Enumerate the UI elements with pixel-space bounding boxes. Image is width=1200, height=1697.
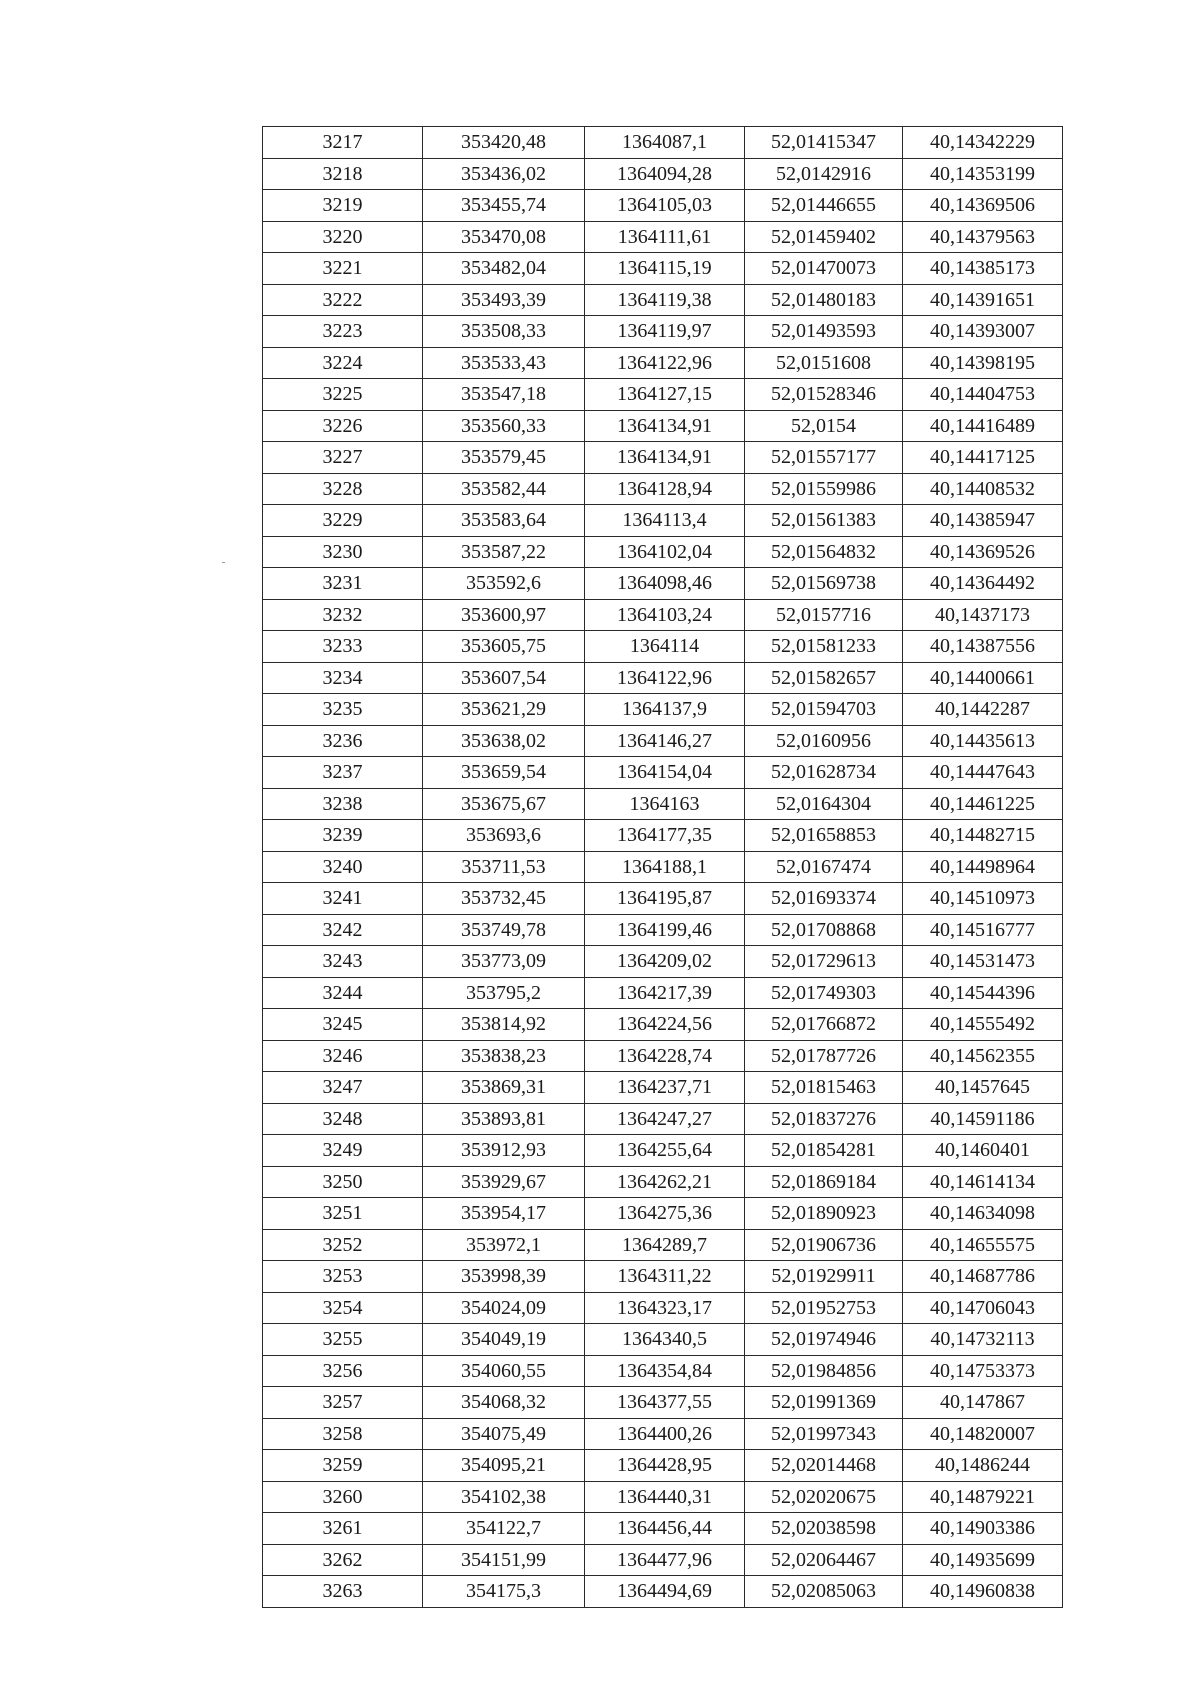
point-number-cell: 3261 [263, 1513, 423, 1545]
y-coordinate-cell: 1364102,04 [585, 536, 745, 568]
longitude-cell: 40,14732113 [903, 1324, 1063, 1356]
latitude-cell: 52,0167474 [745, 851, 903, 883]
table-row [263, 1072, 1063, 1104]
y-coordinate-cell: 1364323,17 [585, 1292, 745, 1324]
x-coordinate-cell: 353814,92 [423, 1009, 585, 1041]
point-number-cell: 3221 [263, 253, 423, 285]
latitude-cell: 52,01837276 [745, 1103, 903, 1135]
latitude-cell: 52,01952753 [745, 1292, 903, 1324]
point-number-cell: 3247 [263, 1072, 423, 1104]
y-coordinate-cell: 1364113,4 [585, 505, 745, 537]
latitude-cell: 52,0157716 [745, 599, 903, 631]
longitude-cell: 40,14391651 [903, 284, 1063, 316]
y-coordinate-cell: 1364199,46 [585, 914, 745, 946]
x-coordinate-cell: 353869,31 [423, 1072, 585, 1104]
latitude-cell: 52,01480183 [745, 284, 903, 316]
point-number-cell: 3259 [263, 1450, 423, 1482]
x-coordinate-cell: 353508,33 [423, 316, 585, 348]
latitude-cell: 52,01984856 [745, 1355, 903, 1387]
point-number-cell: 3239 [263, 820, 423, 852]
longitude-cell: 40,14510973 [903, 883, 1063, 915]
x-coordinate-cell: 353420,48 [423, 127, 585, 159]
x-coordinate-cell: 354068,32 [423, 1387, 585, 1419]
y-coordinate-cell: 1364228,74 [585, 1040, 745, 1072]
longitude-cell: 40,14408532 [903, 473, 1063, 505]
table-row [263, 599, 1063, 631]
y-coordinate-cell: 1364289,7 [585, 1229, 745, 1261]
point-number-cell: 3241 [263, 883, 423, 915]
point-number-cell: 3237 [263, 757, 423, 789]
longitude-cell: 40,14516777 [903, 914, 1063, 946]
longitude-cell: 40,14369506 [903, 190, 1063, 222]
latitude-cell: 52,0160956 [745, 725, 903, 757]
y-coordinate-cell: 1364119,38 [585, 284, 745, 316]
x-coordinate-cell: 353838,23 [423, 1040, 585, 1072]
y-coordinate-cell: 1364177,35 [585, 820, 745, 852]
table-body [263, 127, 1063, 1608]
longitude-cell: 40,14634098 [903, 1198, 1063, 1230]
point-number-cell: 3228 [263, 473, 423, 505]
longitude-cell: 40,14416489 [903, 410, 1063, 442]
table-row [263, 1418, 1063, 1450]
latitude-cell: 52,02038598 [745, 1513, 903, 1545]
latitude-cell: 52,01693374 [745, 883, 903, 915]
table-row [263, 1544, 1063, 1576]
longitude-cell: 40,14447643 [903, 757, 1063, 789]
y-coordinate-cell: 1364209,02 [585, 946, 745, 978]
longitude-cell: 40,14879221 [903, 1481, 1063, 1513]
y-coordinate-cell: 1364354,84 [585, 1355, 745, 1387]
longitude-cell: 40,14400661 [903, 662, 1063, 694]
y-coordinate-cell: 1364137,9 [585, 694, 745, 726]
longitude-cell: 40,1457645 [903, 1072, 1063, 1104]
point-number-cell: 3217 [263, 127, 423, 159]
x-coordinate-cell: 353773,09 [423, 946, 585, 978]
point-number-cell: 3227 [263, 442, 423, 474]
y-coordinate-cell: 1364195,87 [585, 883, 745, 915]
latitude-cell: 52,01581233 [745, 631, 903, 663]
x-coordinate-cell: 353732,45 [423, 883, 585, 915]
x-coordinate-cell: 353482,04 [423, 253, 585, 285]
latitude-cell: 52,01564832 [745, 536, 903, 568]
x-coordinate-cell: 353493,39 [423, 284, 585, 316]
point-number-cell: 3248 [263, 1103, 423, 1135]
latitude-cell: 52,01582657 [745, 662, 903, 694]
latitude-cell: 52,0154 [745, 410, 903, 442]
longitude-cell: 40,14960838 [903, 1576, 1063, 1608]
y-coordinate-cell: 1364340,5 [585, 1324, 745, 1356]
point-number-cell: 3223 [263, 316, 423, 348]
point-number-cell: 3219 [263, 190, 423, 222]
table-row [263, 1292, 1063, 1324]
x-coordinate-cell: 354102,38 [423, 1481, 585, 1513]
point-number-cell: 3246 [263, 1040, 423, 1072]
coordinates-table [262, 126, 1063, 1608]
table-row [263, 127, 1063, 159]
y-coordinate-cell: 1364163 [585, 788, 745, 820]
table-row [263, 851, 1063, 883]
y-coordinate-cell: 1364094,28 [585, 158, 745, 190]
scan-speck [222, 562, 225, 563]
latitude-cell: 52,01528346 [745, 379, 903, 411]
table-row [263, 757, 1063, 789]
y-coordinate-cell: 1364377,55 [585, 1387, 745, 1419]
table-row [263, 1450, 1063, 1482]
longitude-cell: 40,14461225 [903, 788, 1063, 820]
longitude-cell: 40,14655575 [903, 1229, 1063, 1261]
table-row [263, 914, 1063, 946]
point-number-cell: 3251 [263, 1198, 423, 1230]
table-row [263, 694, 1063, 726]
longitude-cell: 40,14753373 [903, 1355, 1063, 1387]
latitude-cell: 52,01708868 [745, 914, 903, 946]
x-coordinate-cell: 353675,67 [423, 788, 585, 820]
latitude-cell: 52,01729613 [745, 946, 903, 978]
x-coordinate-cell: 353954,17 [423, 1198, 585, 1230]
point-number-cell: 3253 [263, 1261, 423, 1293]
longitude-cell: 40,14614134 [903, 1166, 1063, 1198]
table-row [263, 379, 1063, 411]
table-row [263, 1229, 1063, 1261]
point-number-cell: 3236 [263, 725, 423, 757]
x-coordinate-cell: 353582,44 [423, 473, 585, 505]
point-number-cell: 3225 [263, 379, 423, 411]
point-number-cell: 3244 [263, 977, 423, 1009]
point-number-cell: 3260 [263, 1481, 423, 1513]
latitude-cell: 52,01869184 [745, 1166, 903, 1198]
table-row [263, 1355, 1063, 1387]
x-coordinate-cell: 353583,64 [423, 505, 585, 537]
table-row [263, 1166, 1063, 1198]
x-coordinate-cell: 354095,21 [423, 1450, 585, 1482]
longitude-cell: 40,14364492 [903, 568, 1063, 600]
x-coordinate-cell: 354151,99 [423, 1544, 585, 1576]
table-row [263, 977, 1063, 1009]
point-number-cell: 3250 [263, 1166, 423, 1198]
x-coordinate-cell: 353711,53 [423, 851, 585, 883]
point-number-cell: 3234 [263, 662, 423, 694]
y-coordinate-cell: 1364154,04 [585, 757, 745, 789]
latitude-cell: 52,01991369 [745, 1387, 903, 1419]
table-row [263, 410, 1063, 442]
y-coordinate-cell: 1364188,1 [585, 851, 745, 883]
latitude-cell: 52,01415347 [745, 127, 903, 159]
table-row [263, 536, 1063, 568]
longitude-cell: 40,14591186 [903, 1103, 1063, 1135]
x-coordinate-cell: 353659,54 [423, 757, 585, 789]
y-coordinate-cell: 1364127,15 [585, 379, 745, 411]
table-row [263, 1513, 1063, 1545]
y-coordinate-cell: 1364087,1 [585, 127, 745, 159]
x-coordinate-cell: 353972,1 [423, 1229, 585, 1261]
table-row [263, 788, 1063, 820]
longitude-cell: 40,14369526 [903, 536, 1063, 568]
point-number-cell: 3256 [263, 1355, 423, 1387]
y-coordinate-cell: 1364103,24 [585, 599, 745, 631]
x-coordinate-cell: 354175,3 [423, 1576, 585, 1608]
longitude-cell: 40,14555492 [903, 1009, 1063, 1041]
table-row [263, 347, 1063, 379]
latitude-cell: 52,01459402 [745, 221, 903, 253]
y-coordinate-cell: 1364262,21 [585, 1166, 745, 1198]
point-number-cell: 3252 [263, 1229, 423, 1261]
longitude-cell: 40,14820007 [903, 1418, 1063, 1450]
longitude-cell: 40,14417125 [903, 442, 1063, 474]
point-number-cell: 3218 [263, 158, 423, 190]
table-row [263, 631, 1063, 663]
table-row [263, 221, 1063, 253]
longitude-cell: 40,14342229 [903, 127, 1063, 159]
table-row [263, 284, 1063, 316]
longitude-cell: 40,1460401 [903, 1135, 1063, 1167]
y-coordinate-cell: 1364134,91 [585, 410, 745, 442]
x-coordinate-cell: 353912,93 [423, 1135, 585, 1167]
point-number-cell: 3222 [263, 284, 423, 316]
x-coordinate-cell: 353893,81 [423, 1103, 585, 1135]
point-number-cell: 3242 [263, 914, 423, 946]
latitude-cell: 52,01929911 [745, 1261, 903, 1293]
x-coordinate-cell: 353436,02 [423, 158, 585, 190]
y-coordinate-cell: 1364115,19 [585, 253, 745, 285]
y-coordinate-cell: 1364255,64 [585, 1135, 745, 1167]
table-row [263, 442, 1063, 474]
point-number-cell: 3263 [263, 1576, 423, 1608]
point-number-cell: 3226 [263, 410, 423, 442]
y-coordinate-cell: 1364146,27 [585, 725, 745, 757]
point-number-cell: 3249 [263, 1135, 423, 1167]
x-coordinate-cell: 354024,09 [423, 1292, 585, 1324]
table-row [263, 1198, 1063, 1230]
longitude-cell: 40,14903386 [903, 1513, 1063, 1545]
table-row [263, 568, 1063, 600]
latitude-cell: 52,02014468 [745, 1450, 903, 1482]
latitude-cell: 52,01997343 [745, 1418, 903, 1450]
x-coordinate-cell: 353600,97 [423, 599, 585, 631]
x-coordinate-cell: 353621,29 [423, 694, 585, 726]
latitude-cell: 52,01493593 [745, 316, 903, 348]
table-row [263, 1135, 1063, 1167]
table-row [263, 1324, 1063, 1356]
longitude-cell: 40,14687786 [903, 1261, 1063, 1293]
y-coordinate-cell: 1364400,26 [585, 1418, 745, 1450]
x-coordinate-cell: 354049,19 [423, 1324, 585, 1356]
table-row [263, 190, 1063, 222]
latitude-cell: 52,01557177 [745, 442, 903, 474]
table-row [263, 1387, 1063, 1419]
y-coordinate-cell: 1364114 [585, 631, 745, 663]
x-coordinate-cell: 353929,67 [423, 1166, 585, 1198]
point-number-cell: 3233 [263, 631, 423, 663]
table-row [263, 820, 1063, 852]
table-row [263, 1040, 1063, 1072]
x-coordinate-cell: 353455,74 [423, 190, 585, 222]
point-number-cell: 3257 [263, 1387, 423, 1419]
table-row [263, 725, 1063, 757]
y-coordinate-cell: 1364440,31 [585, 1481, 745, 1513]
latitude-cell: 52,01766872 [745, 1009, 903, 1041]
y-coordinate-cell: 1364247,27 [585, 1103, 745, 1135]
latitude-cell: 52,01446655 [745, 190, 903, 222]
longitude-cell: 40,14353199 [903, 158, 1063, 190]
longitude-cell: 40,1437173 [903, 599, 1063, 631]
point-number-cell: 3255 [263, 1324, 423, 1356]
latitude-cell: 52,0164304 [745, 788, 903, 820]
latitude-cell: 52,01890923 [745, 1198, 903, 1230]
point-number-cell: 3243 [263, 946, 423, 978]
latitude-cell: 52,02064467 [745, 1544, 903, 1576]
table-row [263, 158, 1063, 190]
longitude-cell: 40,14435613 [903, 725, 1063, 757]
y-coordinate-cell: 1364494,69 [585, 1576, 745, 1608]
y-coordinate-cell: 1364456,44 [585, 1513, 745, 1545]
x-coordinate-cell: 353579,45 [423, 442, 585, 474]
latitude-cell: 52,01854281 [745, 1135, 903, 1167]
point-number-cell: 3230 [263, 536, 423, 568]
longitude-cell: 40,14387556 [903, 631, 1063, 663]
point-number-cell: 3245 [263, 1009, 423, 1041]
point-number-cell: 3229 [263, 505, 423, 537]
x-coordinate-cell: 354122,7 [423, 1513, 585, 1545]
table-row [263, 1009, 1063, 1041]
y-coordinate-cell: 1364275,36 [585, 1198, 745, 1230]
x-coordinate-cell: 353998,39 [423, 1261, 585, 1293]
table-row [263, 505, 1063, 537]
latitude-cell: 52,01974946 [745, 1324, 903, 1356]
longitude-cell: 40,14706043 [903, 1292, 1063, 1324]
latitude-cell: 52,01569738 [745, 568, 903, 600]
y-coordinate-cell: 1364237,71 [585, 1072, 745, 1104]
x-coordinate-cell: 353749,78 [423, 914, 585, 946]
point-number-cell: 3235 [263, 694, 423, 726]
longitude-cell: 40,147867 [903, 1387, 1063, 1419]
point-number-cell: 3258 [263, 1418, 423, 1450]
y-coordinate-cell: 1364119,97 [585, 316, 745, 348]
table-row [263, 473, 1063, 505]
y-coordinate-cell: 1364098,46 [585, 568, 745, 600]
x-coordinate-cell: 354075,49 [423, 1418, 585, 1450]
latitude-cell: 52,01561383 [745, 505, 903, 537]
x-coordinate-cell: 353533,43 [423, 347, 585, 379]
point-number-cell: 3238 [263, 788, 423, 820]
y-coordinate-cell: 1364128,94 [585, 473, 745, 505]
y-coordinate-cell: 1364122,96 [585, 662, 745, 694]
latitude-cell: 52,02020675 [745, 1481, 903, 1513]
x-coordinate-cell: 353795,2 [423, 977, 585, 1009]
y-coordinate-cell: 1364134,91 [585, 442, 745, 474]
latitude-cell: 52,01628734 [745, 757, 903, 789]
latitude-cell: 52,01470073 [745, 253, 903, 285]
latitude-cell: 52,02085063 [745, 1576, 903, 1608]
latitude-cell: 52,01658853 [745, 820, 903, 852]
y-coordinate-cell: 1364224,56 [585, 1009, 745, 1041]
longitude-cell: 40,14379563 [903, 221, 1063, 253]
table-row [263, 883, 1063, 915]
table-row [263, 253, 1063, 285]
point-number-cell: 3240 [263, 851, 423, 883]
x-coordinate-cell: 353587,22 [423, 536, 585, 568]
table-row [263, 1103, 1063, 1135]
longitude-cell: 40,14385947 [903, 505, 1063, 537]
longitude-cell: 40,14398195 [903, 347, 1063, 379]
longitude-cell: 40,14544396 [903, 977, 1063, 1009]
latitude-cell: 52,0151608 [745, 347, 903, 379]
x-coordinate-cell: 353607,54 [423, 662, 585, 694]
point-number-cell: 3232 [263, 599, 423, 631]
longitude-cell: 40,14385173 [903, 253, 1063, 285]
latitude-cell: 52,01815463 [745, 1072, 903, 1104]
table-row [263, 946, 1063, 978]
latitude-cell: 52,01787726 [745, 1040, 903, 1072]
y-coordinate-cell: 1364217,39 [585, 977, 745, 1009]
x-coordinate-cell: 353470,08 [423, 221, 585, 253]
longitude-cell: 40,14482715 [903, 820, 1063, 852]
y-coordinate-cell: 1364111,61 [585, 221, 745, 253]
table-row [263, 316, 1063, 348]
x-coordinate-cell: 353605,75 [423, 631, 585, 663]
x-coordinate-cell: 353560,33 [423, 410, 585, 442]
point-number-cell: 3224 [263, 347, 423, 379]
point-number-cell: 3262 [263, 1544, 423, 1576]
longitude-cell: 40,1442287 [903, 694, 1063, 726]
latitude-cell: 52,01594703 [745, 694, 903, 726]
longitude-cell: 40,14404753 [903, 379, 1063, 411]
longitude-cell: 40,14531473 [903, 946, 1063, 978]
point-number-cell: 3220 [263, 221, 423, 253]
x-coordinate-cell: 354060,55 [423, 1355, 585, 1387]
x-coordinate-cell: 353592,6 [423, 568, 585, 600]
table-row [263, 1261, 1063, 1293]
latitude-cell: 52,01559986 [745, 473, 903, 505]
x-coordinate-cell: 353547,18 [423, 379, 585, 411]
y-coordinate-cell: 1364477,96 [585, 1544, 745, 1576]
longitude-cell: 40,14935699 [903, 1544, 1063, 1576]
table-row [263, 1481, 1063, 1513]
y-coordinate-cell: 1364428,95 [585, 1450, 745, 1482]
table-row [263, 662, 1063, 694]
x-coordinate-cell: 353693,6 [423, 820, 585, 852]
longitude-cell: 40,1486244 [903, 1450, 1063, 1482]
y-coordinate-cell: 1364105,03 [585, 190, 745, 222]
latitude-cell: 52,01749303 [745, 977, 903, 1009]
point-number-cell: 3254 [263, 1292, 423, 1324]
latitude-cell: 52,0142916 [745, 158, 903, 190]
latitude-cell: 52,01906736 [745, 1229, 903, 1261]
longitude-cell: 40,14562355 [903, 1040, 1063, 1072]
point-number-cell: 3231 [263, 568, 423, 600]
longitude-cell: 40,14498964 [903, 851, 1063, 883]
y-coordinate-cell: 1364122,96 [585, 347, 745, 379]
longitude-cell: 40,14393007 [903, 316, 1063, 348]
x-coordinate-cell: 353638,02 [423, 725, 585, 757]
y-coordinate-cell: 1364311,22 [585, 1261, 745, 1293]
table-row [263, 1576, 1063, 1608]
